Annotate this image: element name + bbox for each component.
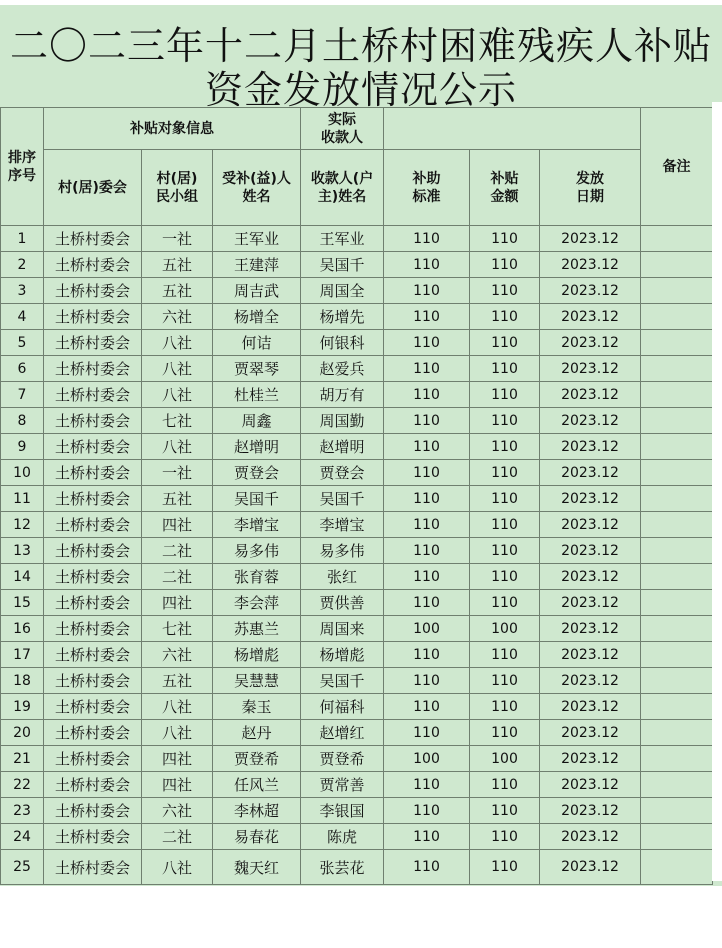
cell-standard[interactable]: 110 — [384, 486, 470, 512]
title-line-1: 二〇二三年十二月土桥村困难残疾人补贴 — [9, 24, 712, 68]
cell-standard[interactable]: 110 — [384, 642, 470, 668]
cell-amount[interactable]: 110 — [470, 408, 540, 434]
table-row — [1, 850, 713, 885]
cell-team[interactable]: 二社 — [142, 564, 213, 590]
header-recipient[interactable]: 受补(益)人 姓名 — [213, 150, 301, 226]
cell-amount[interactable]: 110 — [470, 824, 540, 850]
cell-team[interactable]: 四社 — [142, 512, 213, 538]
cell-team[interactable]: 五社 — [142, 668, 213, 694]
cell-remark[interactable] — [641, 772, 713, 798]
cell-date[interactable]: 2023.12 — [540, 356, 641, 382]
cell-payee[interactable]: 何银科 — [301, 330, 384, 356]
header-actual-payee[interactable]: 实际 收款人 — [301, 108, 384, 150]
table-row — [1, 382, 713, 408]
cell-standard[interactable]: 110 — [384, 824, 470, 850]
cell-team[interactable]: 八社 — [142, 330, 213, 356]
cell-remark[interactable] — [641, 434, 713, 460]
cell-date[interactable]: 2023.12 — [540, 382, 641, 408]
table-row — [1, 252, 713, 278]
cell-seq[interactable]: 20 — [1, 720, 44, 746]
cell-standard[interactable]: 110 — [384, 460, 470, 486]
cell-village[interactable]: 土桥村委会 — [44, 694, 142, 720]
cell-payee[interactable]: 张红 — [301, 564, 384, 590]
cell-payee[interactable]: 贾常善 — [301, 772, 384, 798]
cell-remark[interactable] — [641, 616, 713, 642]
cell-recipient[interactable]: 李增宝 — [213, 512, 301, 538]
cell-village[interactable]: 土桥村委会 — [44, 356, 142, 382]
cell-team[interactable]: 四社 — [142, 590, 213, 616]
cell-recipient[interactable]: 杜桂兰 — [213, 382, 301, 408]
cell-standard[interactable]: 110 — [384, 668, 470, 694]
cell-standard[interactable]: 110 — [384, 304, 470, 330]
table-row — [1, 772, 713, 798]
cell-payee[interactable]: 赵爱兵 — [301, 356, 384, 382]
cell-standard[interactable]: 110 — [384, 538, 470, 564]
cell-remark[interactable] — [641, 746, 713, 772]
cell-seq[interactable]: 18 — [1, 668, 44, 694]
cell-date[interactable]: 2023.12 — [540, 772, 641, 798]
cell-amount[interactable]: 110 — [470, 252, 540, 278]
cell-recipient[interactable]: 张育蓉 — [213, 564, 301, 590]
cell-amount[interactable]: 100 — [470, 616, 540, 642]
cell-remark[interactable] — [641, 278, 713, 304]
table-row — [1, 668, 713, 694]
cell-seq[interactable]: 6 — [1, 356, 44, 382]
cell-payee[interactable]: 吴国千 — [301, 252, 384, 278]
cell-village[interactable]: 土桥村委会 — [44, 486, 142, 512]
cell-standard[interactable]: 110 — [384, 772, 470, 798]
cell-seq[interactable]: 9 — [1, 434, 44, 460]
cell-amount[interactable]: 110 — [470, 590, 540, 616]
cell-remark[interactable] — [641, 330, 713, 356]
cell-recipient[interactable]: 吴国千 — [213, 486, 301, 512]
table-row — [1, 564, 713, 590]
cell-date[interactable]: 2023.12 — [540, 330, 641, 356]
cell-recipient[interactable]: 杨增全 — [213, 304, 301, 330]
cell-standard[interactable]: 100 — [384, 616, 470, 642]
cell-recipient[interactable]: 贾翠琴 — [213, 356, 301, 382]
cell-village[interactable]: 土桥村委会 — [44, 850, 142, 885]
cell-seq[interactable]: 7 — [1, 382, 44, 408]
cell-team[interactable]: 六社 — [142, 642, 213, 668]
cell-village[interactable]: 土桥村委会 — [44, 304, 142, 330]
table-row — [1, 226, 713, 252]
cell-amount[interactable]: 110 — [470, 694, 540, 720]
cell-seq[interactable]: 2 — [1, 252, 44, 278]
cell-remark[interactable] — [641, 382, 713, 408]
cell-recipient[interactable]: 王建萍 — [213, 252, 301, 278]
cell-standard[interactable]: 110 — [384, 512, 470, 538]
cell-amount[interactable]: 110 — [470, 278, 540, 304]
cell-standard[interactable]: 110 — [384, 330, 470, 356]
cell-payee[interactable]: 张芸花 — [301, 850, 384, 885]
cell-village[interactable]: 土桥村委会 — [44, 460, 142, 486]
cell-amount[interactable]: 110 — [470, 460, 540, 486]
cell-date[interactable]: 2023.12 — [540, 668, 641, 694]
cell-recipient[interactable]: 贾登希 — [213, 746, 301, 772]
cell-standard[interactable]: 110 — [384, 590, 470, 616]
cell-standard[interactable]: 100 — [384, 746, 470, 772]
cell-village[interactable]: 土桥村委会 — [44, 668, 142, 694]
table-row — [1, 356, 713, 382]
cell-remark[interactable] — [641, 668, 713, 694]
cell-standard[interactable]: 110 — [384, 798, 470, 824]
cell-team[interactable]: 八社 — [142, 356, 213, 382]
cell-amount[interactable]: 110 — [470, 642, 540, 668]
cell-team[interactable]: 五社 — [142, 278, 213, 304]
header-standard[interactable]: 补助 标准 — [384, 150, 470, 226]
cell-payee[interactable]: 赵增红 — [301, 720, 384, 746]
cell-remark[interactable] — [641, 408, 713, 434]
cell-amount[interactable]: 110 — [470, 486, 540, 512]
cell-date[interactable]: 2023.12 — [540, 512, 641, 538]
cell-recipient[interactable]: 吴慧慧 — [213, 668, 301, 694]
cell-village[interactable]: 土桥村委会 — [44, 226, 142, 252]
table-row — [1, 460, 713, 486]
cell-team[interactable]: 八社 — [142, 434, 213, 460]
cell-recipient[interactable]: 易春花 — [213, 824, 301, 850]
table-body — [1, 226, 713, 885]
cell-recipient[interactable]: 贾登会 — [213, 460, 301, 486]
notice-title[interactable] — [0, 5, 722, 112]
cell-remark[interactable] — [641, 460, 713, 486]
cell-payee[interactable]: 胡万有 — [301, 382, 384, 408]
cell-remark[interactable] — [641, 798, 713, 824]
cell-standard[interactable]: 110 — [384, 278, 470, 304]
table-row — [1, 330, 713, 356]
cell-standard[interactable]: 110 — [384, 226, 470, 252]
cell-remark[interactable] — [641, 226, 713, 252]
cell-team[interactable]: 一社 — [142, 460, 213, 486]
cell-date[interactable]: 2023.12 — [540, 850, 641, 885]
cell-team[interactable]: 八社 — [142, 720, 213, 746]
cell-village[interactable]: 土桥村委会 — [44, 746, 142, 772]
cell-team[interactable]: 二社 — [142, 824, 213, 850]
cell-remark[interactable] — [641, 824, 713, 850]
cell-remark[interactable] — [641, 694, 713, 720]
cell-standard[interactable]: 110 — [384, 408, 470, 434]
cell-village[interactable]: 土桥村委会 — [44, 642, 142, 668]
cell-team[interactable]: 五社 — [142, 252, 213, 278]
table-row — [1, 512, 713, 538]
table-row — [1, 616, 713, 642]
cell-date[interactable]: 2023.12 — [540, 824, 641, 850]
cell-amount[interactable]: 110 — [470, 330, 540, 356]
cell-village[interactable]: 土桥村委会 — [44, 512, 142, 538]
cell-village[interactable]: 土桥村委会 — [44, 720, 142, 746]
cell-seq[interactable]: 10 — [1, 460, 44, 486]
cell-standard[interactable]: 110 — [384, 434, 470, 460]
cell-standard[interactable]: 110 — [384, 564, 470, 590]
header-date[interactable]: 发放 日期 — [540, 150, 641, 226]
cell-payee[interactable]: 何福科 — [301, 694, 384, 720]
cell-payee[interactable]: 吴国千 — [301, 486, 384, 512]
cell-seq[interactable]: 22 — [1, 772, 44, 798]
cell-payee[interactable]: 王军业 — [301, 226, 384, 252]
cell-date[interactable]: 2023.12 — [540, 304, 641, 330]
sheet-margin-right — [712, 102, 722, 881]
cell-amount[interactable]: 110 — [470, 772, 540, 798]
cell-standard[interactable]: 110 — [384, 720, 470, 746]
cell-recipient[interactable]: 苏惠兰 — [213, 616, 301, 642]
cell-date[interactable]: 2023.12 — [540, 798, 641, 824]
cell-village[interactable]: 土桥村委会 — [44, 278, 142, 304]
cell-team[interactable]: 七社 — [142, 616, 213, 642]
table-row — [1, 798, 713, 824]
cell-village[interactable]: 土桥村委会 — [44, 252, 142, 278]
cell-date[interactable]: 2023.12 — [540, 642, 641, 668]
cell-standard[interactable]: 110 — [384, 382, 470, 408]
cell-seq[interactable]: 15 — [1, 590, 44, 616]
cell-village[interactable]: 土桥村委会 — [44, 330, 142, 356]
cell-team[interactable]: 六社 — [142, 798, 213, 824]
cell-standard[interactable]: 110 — [384, 252, 470, 278]
cell-payee[interactable]: 杨增彪 — [301, 642, 384, 668]
cell-team[interactable]: 一社 — [142, 226, 213, 252]
cell-seq[interactable]: 17 — [1, 642, 44, 668]
cell-seq[interactable]: 3 — [1, 278, 44, 304]
cell-remark[interactable] — [641, 850, 713, 885]
cell-recipient[interactable]: 周鑫 — [213, 408, 301, 434]
cell-amount[interactable]: 110 — [470, 512, 540, 538]
cell-recipient[interactable]: 秦玉 — [213, 694, 301, 720]
cell-payee[interactable]: 周国勤 — [301, 408, 384, 434]
header-amount[interactable]: 补贴 金额 — [470, 150, 540, 226]
cell-date[interactable]: 2023.12 — [540, 564, 641, 590]
cell-amount[interactable]: 110 — [470, 564, 540, 590]
cell-payee[interactable]: 周国全 — [301, 278, 384, 304]
cell-remark[interactable] — [641, 642, 713, 668]
cell-remark[interactable] — [641, 564, 713, 590]
header-village[interactable]: 村(居)委会 — [44, 150, 142, 226]
spreadsheet-sheet — [0, 5, 722, 886]
cell-village[interactable]: 土桥村委会 — [44, 824, 142, 850]
subsidy-table — [0, 107, 713, 885]
cell-village[interactable]: 土桥村委会 — [44, 538, 142, 564]
cell-remark[interactable] — [641, 590, 713, 616]
cell-seq[interactable]: 14 — [1, 564, 44, 590]
cell-seq[interactable]: 13 — [1, 538, 44, 564]
cell-recipient[interactable]: 王军业 — [213, 226, 301, 252]
cell-payee[interactable]: 贾供善 — [301, 590, 384, 616]
cell-standard[interactable]: 110 — [384, 850, 470, 885]
cell-payee[interactable]: 李增宝 — [301, 512, 384, 538]
cell-remark[interactable] — [641, 252, 713, 278]
cell-seq[interactable]: 4 — [1, 304, 44, 330]
cell-payee[interactable]: 杨增先 — [301, 304, 384, 330]
table-row — [1, 694, 713, 720]
table-row — [1, 434, 713, 460]
cell-recipient[interactable]: 赵增明 — [213, 434, 301, 460]
cell-village[interactable]: 土桥村委会 — [44, 564, 142, 590]
cell-recipient[interactable]: 赵丹 — [213, 720, 301, 746]
cell-amount[interactable]: 110 — [470, 538, 540, 564]
cell-amount[interactable]: 110 — [470, 668, 540, 694]
cell-team[interactable]: 八社 — [142, 694, 213, 720]
cell-amount[interactable]: 110 — [470, 850, 540, 885]
cell-village[interactable]: 土桥村委会 — [44, 382, 142, 408]
cell-seq[interactable]: 5 — [1, 330, 44, 356]
cell-amount[interactable]: 110 — [470, 434, 540, 460]
cell-seq[interactable]: 19 — [1, 694, 44, 720]
table-row — [1, 642, 713, 668]
cell-village[interactable]: 土桥村委会 — [44, 798, 142, 824]
cell-team[interactable]: 六社 — [142, 304, 213, 330]
cell-village[interactable]: 土桥村委会 — [44, 616, 142, 642]
cell-amount[interactable]: 100 — [470, 746, 540, 772]
cell-recipient[interactable]: 周吉武 — [213, 278, 301, 304]
cell-recipient[interactable]: 魏天红 — [213, 850, 301, 885]
cell-seq[interactable]: 21 — [1, 746, 44, 772]
cell-date[interactable]: 2023.12 — [540, 538, 641, 564]
cell-amount[interactable]: 110 — [470, 720, 540, 746]
cell-payee[interactable]: 贾登会 — [301, 460, 384, 486]
cell-recipient[interactable]: 李会萍 — [213, 590, 301, 616]
table-row — [1, 720, 713, 746]
table-row — [1, 590, 713, 616]
cell-amount[interactable]: 110 — [470, 382, 540, 408]
header-seq[interactable]: 排序 序号 — [1, 108, 44, 226]
table-row — [1, 824, 713, 850]
header-team[interactable]: 村(居) 民小组 — [142, 150, 213, 226]
cell-remark[interactable] — [641, 512, 713, 538]
cell-recipient[interactable]: 易多伟 — [213, 538, 301, 564]
cell-payee[interactable]: 赵增明 — [301, 434, 384, 460]
cell-amount[interactable]: 110 — [470, 226, 540, 252]
sheet-margin-bottom — [0, 886, 722, 948]
cell-recipient[interactable]: 何诘 — [213, 330, 301, 356]
cell-payee[interactable]: 吴国千 — [301, 668, 384, 694]
cell-seq[interactable]: 11 — [1, 486, 44, 512]
cell-standard[interactable]: 110 — [384, 694, 470, 720]
cell-date[interactable]: 2023.12 — [540, 252, 641, 278]
cell-date[interactable]: 2023.12 — [540, 226, 641, 252]
cell-seq[interactable]: 16 — [1, 616, 44, 642]
table-row — [1, 538, 713, 564]
cell-team[interactable]: 五社 — [142, 486, 213, 512]
cell-village[interactable]: 土桥村委会 — [44, 434, 142, 460]
cell-amount[interactable]: 110 — [470, 304, 540, 330]
cell-seq[interactable]: 12 — [1, 512, 44, 538]
cell-team[interactable]: 四社 — [142, 772, 213, 798]
cell-village[interactable]: 土桥村委会 — [44, 590, 142, 616]
cell-payee[interactable]: 周国来 — [301, 616, 384, 642]
cell-recipient[interactable]: 任风兰 — [213, 772, 301, 798]
cell-seq[interactable]: 1 — [1, 226, 44, 252]
header-blank[interactable] — [384, 108, 641, 150]
header-remark[interactable]: 备注 — [641, 108, 713, 226]
cell-remark[interactable] — [641, 720, 713, 746]
cell-team[interactable]: 八社 — [142, 850, 213, 885]
table-row — [1, 486, 713, 512]
cell-payee[interactable]: 陈虎 — [301, 824, 384, 850]
cell-recipient[interactable]: 李林超 — [213, 798, 301, 824]
header-payee[interactable]: 收款人(户 主)姓名 — [301, 150, 384, 226]
cell-seq[interactable]: 24 — [1, 824, 44, 850]
table-row — [1, 408, 713, 434]
cell-date[interactable]: 2023.12 — [540, 746, 641, 772]
cell-seq[interactable]: 23 — [1, 798, 44, 824]
cell-date[interactable]: 2023.12 — [540, 616, 641, 642]
cell-date[interactable]: 2023.12 — [540, 278, 641, 304]
cell-team[interactable]: 四社 — [142, 746, 213, 772]
cell-date[interactable]: 2023.12 — [540, 408, 641, 434]
cell-team[interactable]: 七社 — [142, 408, 213, 434]
cell-seq[interactable]: 25 — [1, 850, 44, 885]
cell-remark[interactable] — [641, 356, 713, 382]
cell-date[interactable]: 2023.12 — [540, 720, 641, 746]
cell-team[interactable]: 八社 — [142, 382, 213, 408]
cell-team[interactable]: 二社 — [142, 538, 213, 564]
cell-seq[interactable]: 8 — [1, 408, 44, 434]
table-row — [1, 278, 713, 304]
cell-amount[interactable]: 110 — [470, 356, 540, 382]
cell-date[interactable]: 2023.12 — [540, 486, 641, 512]
cell-payee[interactable]: 贾登希 — [301, 746, 384, 772]
cell-date[interactable]: 2023.12 — [540, 694, 641, 720]
cell-date[interactable]: 2023.12 — [540, 590, 641, 616]
cell-amount[interactable]: 110 — [470, 798, 540, 824]
title-line-2: 资金发放情况公示 — [204, 68, 517, 112]
cell-remark[interactable] — [641, 538, 713, 564]
cell-date[interactable]: 2023.12 — [540, 434, 641, 460]
table-row — [1, 746, 713, 772]
cell-remark[interactable] — [641, 486, 713, 512]
cell-payee[interactable]: 易多伟 — [301, 538, 384, 564]
cell-recipient[interactable]: 杨增彪 — [213, 642, 301, 668]
cell-date[interactable]: 2023.12 — [540, 460, 641, 486]
cell-village[interactable]: 土桥村委会 — [44, 408, 142, 434]
cell-remark[interactable] — [641, 304, 713, 330]
cell-village[interactable]: 土桥村委会 — [44, 772, 142, 798]
header-subsidy-info[interactable]: 补贴对象信息 — [44, 108, 301, 150]
cell-standard[interactable]: 110 — [384, 356, 470, 382]
cell-payee[interactable]: 李银国 — [301, 798, 384, 824]
table-row — [1, 304, 713, 330]
